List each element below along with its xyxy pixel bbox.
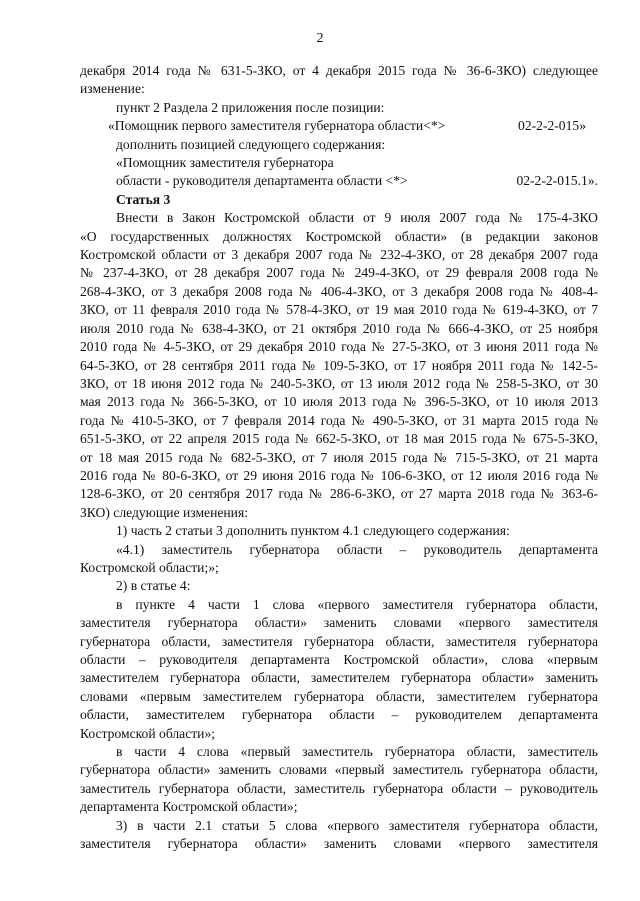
item-3 bbox=[80, 817, 598, 854]
article-3-line: ЗКО, от 11 февраля 2010 года № 578-4-ЗКО, от 19 мая 2010 года № 619-4-ЗКО, от 7 bbox=[80, 302, 598, 318]
item-1-quote-line-1: «4.1) заместитель губернатора области – руководитель департамента bbox=[116, 541, 598, 557]
article-3-line: 651-5-ЗКО, от 22 апреля 2015 года № 662-5-ЗКО, от 18 мая 2015 года № 675-5-ЗКО, bbox=[80, 431, 598, 447]
item-2a-line: области – руководителя департамента Костромской области», слова «первым bbox=[80, 652, 598, 667]
article-3-line: 64-5-ЗКО, от 28 сентября 2011 года № 109-5-ЗКО, от 17 ноября 2011 года № 142-5- bbox=[80, 357, 598, 373]
article-3-line: июля 2010 года № 638-4-ЗКО, от 21 октября 2010 года № 666-4-ЗКО, от 25 ноября bbox=[80, 320, 598, 336]
article-3-line: Костромской области от 3 декабря 2007 года № 232-4-ЗКО, от 28 декабря 2007 года bbox=[80, 247, 598, 263]
position-1-code: 02-2-2-015» bbox=[518, 118, 586, 134]
article-3-line: ЗКО) следующие изменения: bbox=[80, 504, 248, 520]
item-2a-line: губернатора области, заместителя губернатора области, заместителя губернатора bbox=[80, 633, 598, 649]
item-3-line: заместителя губернатора области» заменить словами «первого заместителя bbox=[80, 836, 598, 852]
item-2a-line: области, заместителем губернатора области – руководителем департамента bbox=[80, 707, 598, 723]
position-1-text: «Помощник первого заместителя губернатора области<*> bbox=[108, 118, 446, 134]
item-2a-line: Костромской области»; bbox=[80, 725, 216, 741]
page-number: 2 bbox=[316, 31, 324, 46]
item-2b-line: в части 4 слова «первый заместитель губернатора области, заместитель bbox=[116, 744, 598, 760]
item-3-line: 3) в части 2.1 статьи 5 слова «первого заместителя губернатора области, bbox=[116, 817, 598, 833]
item-2a-line: заместителем губернатора области, заместителем губернатора области» заменить bbox=[80, 670, 598, 686]
intro-item-point: пункт 2 Раздела 2 приложения после позиции: bbox=[116, 99, 385, 115]
article-3-heading: Статья 3 bbox=[116, 191, 171, 207]
article-3-line: мая 2013 года № 366-5-ЗКО, от 10 июля 2013 года № 396-5-ЗКО, от 10 июля 2013 bbox=[80, 394, 598, 410]
article-3-body bbox=[80, 209, 598, 522]
item-2a-line: в пункте 4 части 1 слова «первого заместителя губернатора области, bbox=[116, 596, 598, 612]
article-3-line: года № 410-5-ЗКО, от 7 февраля 2014 года № 490-5-ЗКО, от 31 марта 2015 года № bbox=[80, 412, 598, 428]
position-row-2 bbox=[80, 172, 598, 190]
position-2-text-line-2: области - руководителя департамента области <*> bbox=[116, 173, 408, 189]
item-2b-line: губернатора области» заменить словами «первый заместитель губернатора области, bbox=[80, 762, 598, 778]
article-3-line: от 18 мая 2015 года № 682-5-ЗКО, от 7 июля 2015 года № 715-5-ЗКО, от 21 марта bbox=[80, 449, 598, 465]
item-2b bbox=[80, 743, 598, 817]
position-2-text-line-1: «Помощник заместителя губернатора bbox=[116, 155, 334, 171]
item-1-quote-line-2: Костромской области;»; bbox=[80, 559, 219, 575]
intro-supplement: дополнить позицией следующего содержания: bbox=[116, 136, 386, 152]
item-1-intro: 1) часть 2 статьи 3 дополнить пунктом 4.1 следующего содержания: bbox=[116, 523, 510, 539]
article-3-line: 2010 года № 4-5-ЗКО, от 29 декабря 2010 года № 27-5-ЗКО, от 3 июня 2011 года № bbox=[80, 339, 598, 355]
item-2b-line: заместитель губернатора области, заместитель губернатора области – руководитель bbox=[80, 780, 598, 796]
article-3-line: 2016 года № 80-6-ЗКО, от 29 июня 2016 года № 106-6-ЗКО, от 12 июля 2016 года № bbox=[80, 467, 598, 483]
article-3-line: 268-4-ЗКО, от 3 декабря 2008 года № 406-4-ЗКО, от 3 декабря 2008 года № 408-4- bbox=[80, 283, 598, 299]
item-2a-line: словами «первым заместителем губернатора области, заместителем губернатора bbox=[80, 688, 598, 704]
position-row-1 bbox=[80, 117, 598, 135]
document-body bbox=[80, 62, 598, 853]
position-2-code: 02-2-2-015.1». bbox=[516, 173, 598, 189]
article-3-line: ЗКО, от 18 июня 2012 года № 240-5-ЗКО, от 13 июля 2012 года № 258-5-ЗКО, от 30 bbox=[80, 375, 598, 391]
item-2a bbox=[80, 596, 598, 743]
intro-line-2: изменение: bbox=[80, 81, 145, 97]
item-2a-line: заместителя губернатора области» заменить словами «первого заместителя bbox=[80, 615, 598, 631]
article-3-line: Внести в Закон Костромской области от 9 июля 2007 года № 175-4-ЗКО bbox=[116, 210, 598, 226]
item-2-intro: 2) в статье 4: bbox=[116, 578, 191, 594]
article-3-line: 128-6-ЗКО, от 20 сентября 2017 года № 286-6-ЗКО, от 27 марта 2018 года № 363-6- bbox=[80, 486, 598, 502]
intro-line-1: декабря 2014 года № 631-5-ЗКО, от 4 декабря 2015 года № 36-6-ЗКО) следующее bbox=[80, 63, 598, 78]
item-2b-line: департамента Костромской области»; bbox=[80, 799, 298, 815]
article-3-line: № 237-4-ЗКО, от 28 декабря 2007 года № 249-4-ЗКО, от 29 февраля 2008 года № bbox=[80, 265, 598, 281]
article-3-line: «О государственных должностях Костромской области» (в редакции законов bbox=[80, 228, 598, 244]
